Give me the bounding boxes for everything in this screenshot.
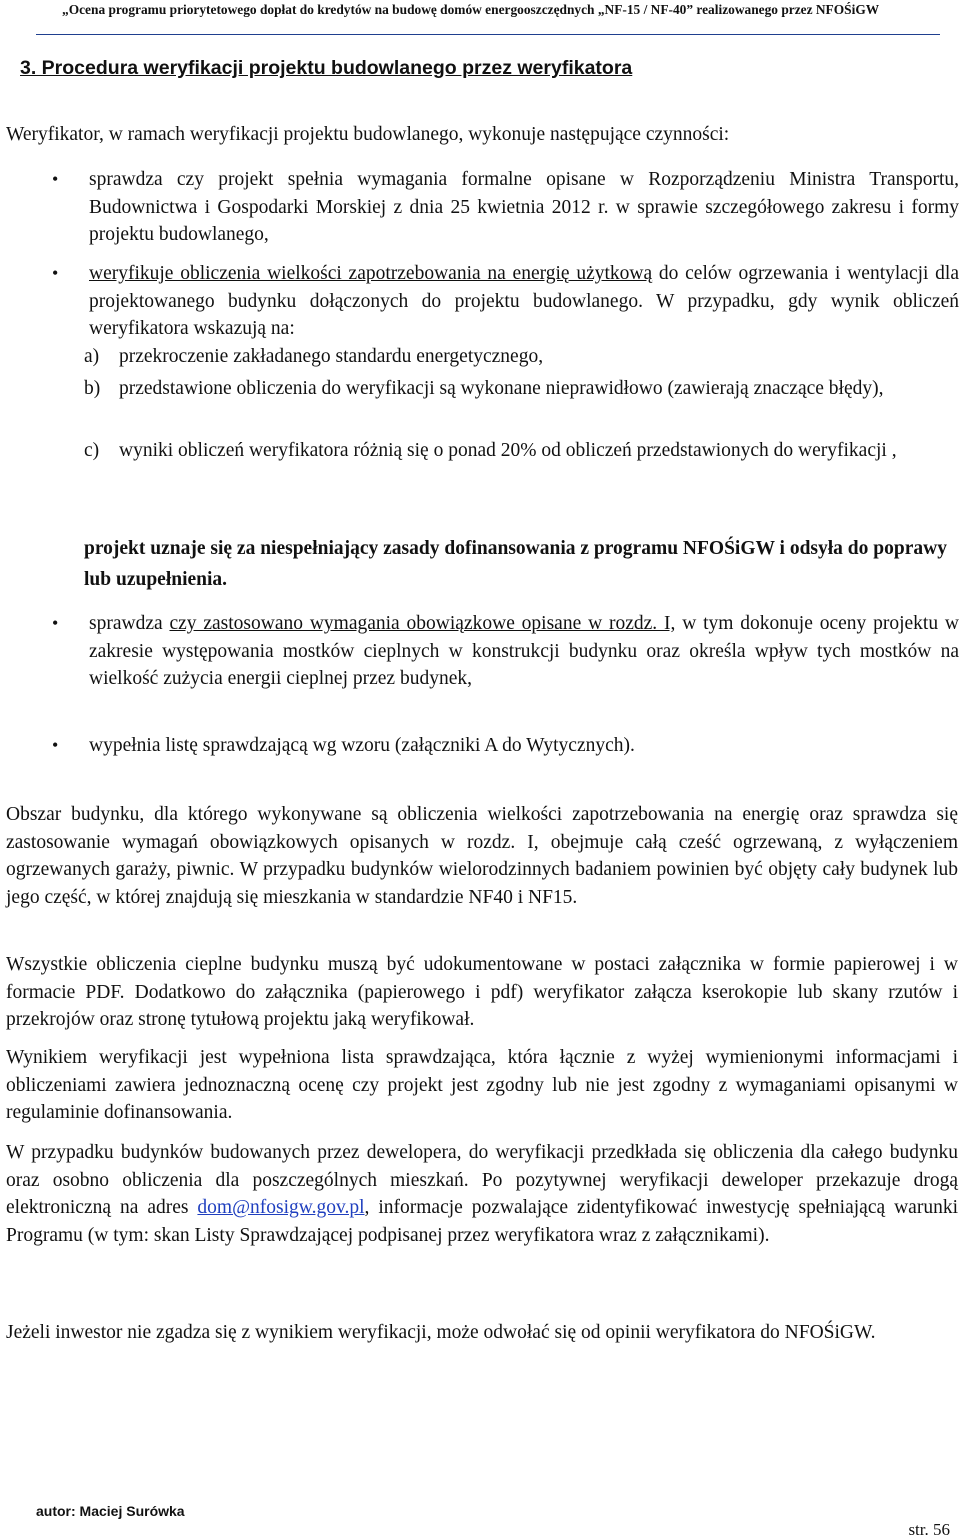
underlined-text: czy zastosowano wymagania obowiązkowe opisane w rozdz. I,: [169, 613, 676, 634]
sublist-item-b: przedstawione obliczenia do weryfikacji są wykonane nieprawidłowo (zawierają znaczące błędy),: [119, 378, 884, 399]
footer-author: autor: Maciej Surówka: [36, 1503, 185, 1519]
section-heading: 3. Procedura weryfikacji projektu budowlanego przez weryfikatora: [20, 57, 633, 79]
bullet-text: w tym dokonuje oceny projektu w zakresie występowania mostków cieplnych w konstrukcji budynku oraz określa wpływ tych mostków na wielkość zużycia energii cieplnej przez budynek,: [89, 613, 959, 689]
sublist-item-a: przekroczenie zakładanego standardu energetycznego,: [119, 346, 544, 367]
bullet-item-formal-requirements: sprawdza czy projekt spełnia wymagania formalne opisane w Rozporządzeniu Ministra Transportu, Budownictwa i Gospodarki Morskiej z dnia 25 kwietnia 2012 r. w sprawie szczegółowego zakresu i formy projektu budowlanego,: [89, 169, 959, 245]
sublist-letter-a: a): [84, 346, 100, 367]
email-link[interactable]: dom@nfosigw.gov.pl: [197, 1197, 365, 1218]
bullet-marker: •: [52, 735, 59, 755]
bullet-marker: •: [52, 263, 59, 283]
sublist-letter-b: b): [84, 378, 101, 399]
paragraph-building-area: Obszar budynku, dla którego wykonywane są obliczenia wielkości zapotrzebowania na energię oraz sprawdza się zastosowanie wymagań obowiązkowych opisanych w rozdz. I, obejmuje całą cześć ogrzewaną, z wyłączeniem ogrzewanych garaży, piwnic. W przypadku budynków wielorodzinnych badaniem powinien być objęty cały budynek lub jego część, w której znajdują się mieszkania w standardzie NF40 i NF15.: [6, 804, 958, 908]
intro-paragraph: Weryfikator, w ramach weryfikacji projektu budowlanego, wykonuje następujące czynności:: [6, 124, 730, 145]
paragraph-text: , informacje pozwalające zidentyfikować inwestycję spełniającą warunki Programu (w tym: skan Listy Sprawdzającej podpisanej przez weryfikatora wraz z załącznikami).: [6, 1197, 958, 1246]
bullet-marker: •: [52, 613, 59, 633]
bullet-item-mandatory-requirements: [89, 610, 959, 693]
page-header: „Ocena programu priorytetowego dopłat do kredytów na budowę domów energooszczędnych „NF-15 / NF-40” realizowanego przez NFOŚiGW: [62, 2, 880, 17]
bullet-text: sprawdza: [89, 613, 170, 634]
header-divider: [36, 34, 940, 35]
underlined-text: weryfikuje obliczenia wielkości zapotrzebowania na energię użytkową: [89, 263, 653, 284]
page-number: str. 56: [908, 1520, 950, 1539]
bullet-marker: •: [52, 169, 59, 189]
sublist-item-c: wyniki obliczeń weryfikatora różnią się o ponad 20% od obliczeń przedstawionych do weryfikacji ,: [119, 440, 897, 461]
paragraph-calculations-documentation: Wszystkie obliczenia cieplne budynku muszą być udokumentowane w postaci załącznika w formie papierowej i w formacie PDF. Dodatkowo do załącznika (papierowego i pdf) weryfikator załącza kserokopie lub skany rzutów i przekrojów oraz stronę tytułową projektu jaką weryfikował.: [6, 954, 958, 1030]
sublist-letter-c: c): [84, 440, 100, 461]
paragraph-verification-result: Wynikiem weryfikacji jest wypełniona lista sprawdzająca, która łącznie z wyżej wymienionymi informacjami i obliczeniami zawiera jednoznaczną ocenę czy projekt jest zgodny lub nie jest zgodny z wymaganiami opisanymi w regulaminie dofinansowania.: [6, 1047, 958, 1123]
bullet-text: do celów ogrzewania i wentylacji dla projektowanego budynku dołączonych do projektu budowlanego. W przypadku, gdy wynik obliczeń weryfikatora wskazują na:: [89, 263, 959, 339]
bullet-item-checklist: wypełnia listę sprawdzającą wg wzoru (załączniki A do Wytycznych).: [89, 735, 635, 756]
conclusion-text: projekt uznaje się za niespełniający zasady dofinansowania z programu NFOŚiGW i odsyła do poprawy lub uzupełnienia.: [84, 538, 947, 590]
paragraph-developer-procedure: [6, 1139, 958, 1249]
paragraph-text: W przypadku budynków budowanych przez dewelopera, do weryfikacji przedkłada się obliczenia dla całego budynku oraz osobno obliczenia dla poszczególnych mieszkań. Po pozytywnej weryfikacji deweloper przekazuje drogą elektroniczną na adres: [6, 1142, 958, 1218]
paragraph-appeal: Jeżeli inwestor nie zgadza się z wynikiem weryfikacji, może odwołać się od opinii weryfikatora do NFOŚiGW.: [6, 1322, 876, 1343]
bullet-item-verify-calculations: [89, 260, 959, 343]
